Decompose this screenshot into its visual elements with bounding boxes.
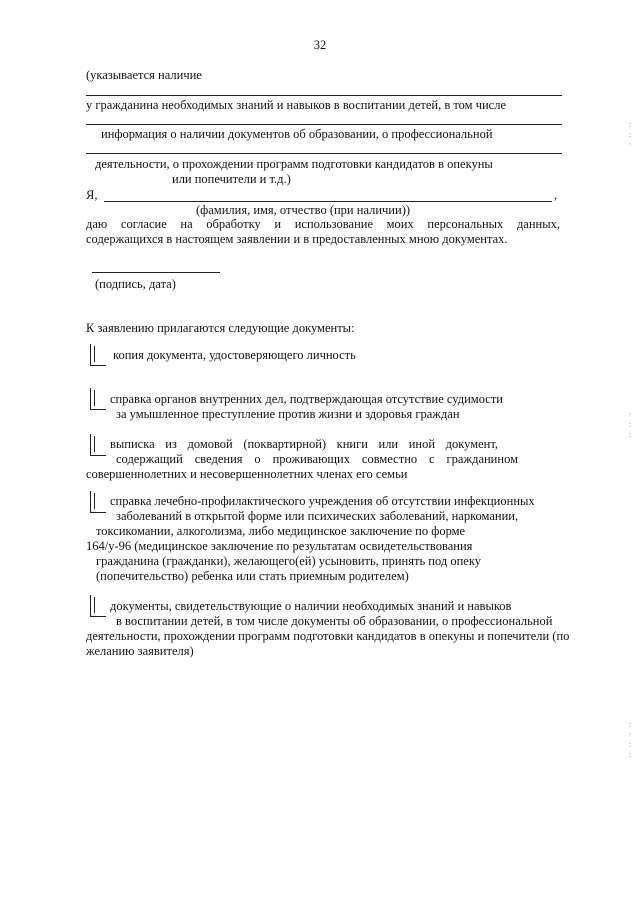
document-4-line-6: (попечительство) ребенка или стать приемным родителем) <box>96 569 409 583</box>
document-3-line-3: совершеннолетних и несовершеннолетних членах его семьи <box>86 467 408 481</box>
scan-artifact: : : · <box>628 120 632 149</box>
scan-artifact: · : : <box>628 410 632 439</box>
consent-text-line-2: содержащихся в настоящем заявлении и в предоставленных мною документах. <box>86 232 508 246</box>
document-checkbox[interactable] <box>90 388 106 410</box>
document-3-line-2: содержащий сведения о проживающих совместно с гражданином <box>116 452 518 466</box>
document-checkbox[interactable] <box>90 434 106 456</box>
signature-caption: (подпись, дата) <box>95 277 176 291</box>
document-3-line-1: выписка из домовой (поквартирной) книги или иной документ, <box>110 437 498 451</box>
document-5-line-3: деятельности, прохождении программ подготовки кандидатов в опекуны и попечители (по <box>86 629 570 643</box>
header-line-5: или попечители и т.д.) <box>172 172 291 186</box>
document-checkbox[interactable] <box>90 595 106 617</box>
document-checkbox[interactable] <box>90 491 106 513</box>
header-line-2: у гражданина необходимых знаний и навыков в воспитании детей, в том числе <box>86 98 507 112</box>
document-5-line-4: желанию заявителя) <box>86 644 194 658</box>
document-4-line-3: токсикомании, алкоголизма, либо медицинское заключение по форме <box>96 524 466 538</box>
name-fill-line[interactable] <box>104 201 552 202</box>
header-line-3: информация о наличии документов об образовании, о профессиональной <box>101 127 493 141</box>
consent-prefix: Я, <box>86 188 98 202</box>
document-2-line-2: за умышленное преступление против жизни и здоровья граждан <box>116 407 460 421</box>
document-5-line-1: документы, свидетельствующие о наличии необходимых знаний и навыков <box>110 599 512 613</box>
header-line-1: (указывается наличие <box>86 68 202 82</box>
document-5-line-2: в воспитании детей, в том числе документы об образовании, о профессиональной <box>116 614 553 628</box>
document-4-line-5: гражданина (гражданки), желающего(ей) усыновить, принять под опеку <box>96 554 481 568</box>
document-4-line-2: заболеваний в открытой форме или психических заболеваний, наркомании, <box>116 509 519 523</box>
name-caption: (фамилия, имя, отчество (при наличии)) <box>196 203 411 217</box>
page-number: 32 <box>313 38 327 52</box>
scan-artifact: : · : : <box>628 720 632 759</box>
documents-intro: К заявлению прилагаются следующие документы: <box>86 321 355 335</box>
document-checkbox[interactable] <box>90 344 106 366</box>
consent-suffix: , <box>554 188 558 202</box>
document-2-line-1: справка органов внутренних дел, подтверждающая отсутствие судимости <box>110 392 503 406</box>
document-1-line-1: копия документа, удостоверяющего личность <box>113 348 356 362</box>
document-4-line-1: справка лечебно-профилактического учреждения об отсутствии инфекционных <box>110 494 535 508</box>
header-line-4: деятельности, о прохождении программ подготовки кандидатов в опекуны <box>95 157 493 171</box>
fill-line <box>86 95 562 96</box>
consent-text-line-1: даю согласие на обработку и использование моих персональных данных, <box>86 217 560 231</box>
signature-fill-line[interactable] <box>92 272 220 273</box>
fill-line <box>86 124 562 125</box>
fill-line <box>86 153 562 154</box>
document-4-line-4: 164/у-96 (медицинское заключение по результатам освидетельствования <box>86 539 473 553</box>
